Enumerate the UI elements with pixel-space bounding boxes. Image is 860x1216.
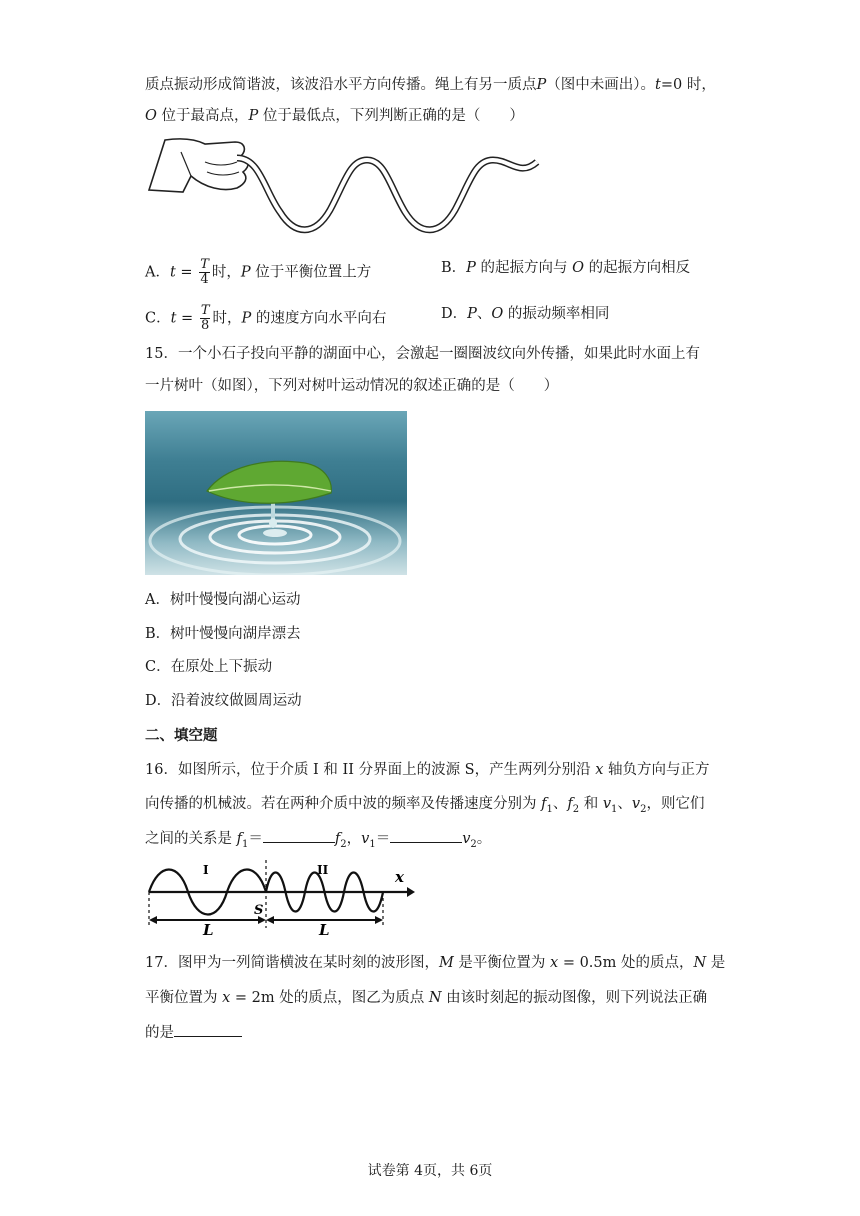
hand-rope-figure [145, 132, 545, 244]
length-label-2: L [319, 921, 330, 936]
source-label: S [254, 903, 264, 918]
q14-option-d[interactable]: D．P、O 的振动频率相同 [441, 306, 610, 322]
q15-option-a[interactable]: A．树叶慢慢向湖心运动 [145, 592, 301, 608]
q14-stem-line1: 质点振动形成简谐波，该波沿水平方向传播。绳上有另一质点P（图中未画出）。t=0 时， [145, 77, 716, 93]
q14-option-b[interactable]: B．P 的起振方向与 O 的起振方向相反 [441, 260, 691, 276]
q15-option-d[interactable]: D．沿着波纹做圆周运动 [145, 693, 302, 709]
section-title-fill-in: 二、填空题 [145, 727, 218, 744]
length-label-1: L [203, 921, 214, 936]
answer-blank-1[interactable] [263, 828, 335, 843]
medium-2-label: II [317, 863, 329, 877]
q17-stem-line3: 的是 [145, 1022, 242, 1043]
leaf-icon [207, 461, 331, 503]
rope-wave [237, 158, 537, 230]
medium-1-label: I [203, 863, 209, 877]
q15-option-c[interactable]: C．在原处上下振动 [145, 659, 273, 675]
q17-stem-line1: 17．图甲为一列简谐横波在某时刻的波形图，M 是平衡位置为 x = 0.5m 处的质点，N 是 [145, 955, 726, 971]
q14-option-a[interactable]: A．t = $\frac{T}{4}$ 时，P 位于平衡位置上方 [145, 257, 372, 287]
leaf-on-water-photo [145, 411, 407, 575]
hand-icon [149, 139, 248, 192]
q16-stem-line2: 向传播的机械波。若在两种介质中波的频率及传播速度分别为 $f_1$、$f_2$ 和 $v_1$、$v_2$，则它们 [145, 796, 705, 815]
q14-stem-line2: O 位于最高点，P 位于最低点，下列判断正确的是（ ） [145, 108, 524, 124]
q15-option-b[interactable]: B．树叶慢慢向湖岸漂去 [145, 626, 301, 642]
page-footer: 试卷第 4页，共 6页 [367, 1163, 493, 1179]
two-media-wave-figure [145, 856, 415, 936]
q16-stem-line1: 16．如图所示，位于介质 I 和 II 分界面上的波源 S，产生两列分别沿 x 轴负方向与正方 [145, 762, 710, 778]
q16-stem-line3: 之间的关系是 $f_1= f_2$，$v_1= v_2$。 [145, 828, 491, 855]
q17-stem-line2: 平衡位置为 x = 2m 处的质点，图乙为质点 N 由该时刻起的振动图像，则下列说法正确 [145, 990, 708, 1006]
answer-blank-2[interactable] [390, 828, 462, 843]
q15-stem-line1: 15．一个小石子投向平静的湖面中心，会激起一圈圈波纹向外传播，如果此时水面上有 [145, 346, 700, 362]
answer-blank-q17[interactable] [174, 1022, 242, 1037]
q14-option-c[interactable]: C．t = $\frac{T}{8}$ 时，P 的速度方向水平向右 [145, 303, 387, 333]
q15-stem-line2: 一片树叶（如图），下列对树叶运动情况的叙述正确的是（ ） [145, 378, 559, 394]
axis-label-x: x [395, 868, 404, 886]
